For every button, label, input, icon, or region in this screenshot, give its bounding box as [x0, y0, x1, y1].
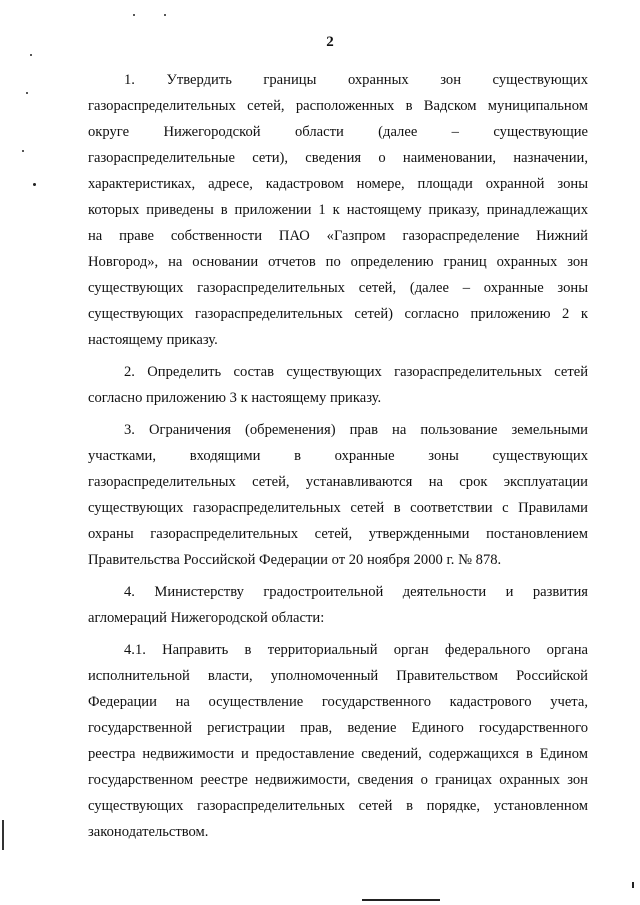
scan-speck — [133, 14, 135, 16]
text-line: исполнительной власти, уполномоченный Правительством Российской — [88, 668, 588, 684]
text-line: законодательством. — [88, 824, 209, 840]
text-line: реестра недвижимости и предоставление сведений, содержащихся в Едином — [88, 746, 588, 762]
text-line: государственном реестре недвижимости, сведения о границах охранных зон — [88, 772, 588, 788]
text-line: 4.1. Направить в территориальный орган федерального органа — [124, 642, 588, 658]
text-line: округе Нижегородской области (далее – существующие — [88, 124, 588, 140]
scan-speck — [33, 183, 36, 186]
text-line: на праве собственности ПАО «Газпром газораспределение Нижний — [88, 228, 588, 244]
text-line: охраны газораспределительных сетей, утвержденными постановлением — [88, 526, 588, 542]
text-line: 4. Министерству градостроительной деятельности и развития — [124, 584, 588, 600]
text-line: характеристиках, адресе, кадастровом номере, площади охранной зоны — [88, 176, 588, 192]
scan-speck — [26, 92, 28, 94]
text-line: агломераций Нижегородской области: — [88, 610, 325, 626]
text-line: 2. Определить состав существующих газораспределительных сетей — [124, 364, 588, 380]
text-line: существующих газораспределительных сетей в соответствии с Правилами — [88, 500, 588, 516]
scan-speck — [22, 150, 24, 152]
text-line: Новгород», на основании отчетов по определению границ охранных зон — [88, 254, 588, 270]
text-line: 1. Утвердить границы охранных зон существующих — [124, 72, 588, 88]
scan-speck — [632, 882, 634, 888]
text-line: Федерации на осуществление государственного кадастрового учета, — [88, 694, 588, 710]
text-line: 3. Ограничения (обременения) прав на пользование земельными — [124, 422, 588, 438]
text-line: настоящему приказу. — [88, 332, 218, 348]
text-line: которых приведены в приложении 1 к настоящему приказу, принадлежащих — [88, 202, 588, 218]
text-line: государственной регистрации прав, ведение Единого государственного — [88, 720, 588, 736]
text-line: участками, входящими в охранные зоны существующих — [88, 448, 588, 464]
text-line: газораспределительных сетей, устанавливаются на срок эксплуатации — [88, 474, 588, 490]
text-line: существующих газораспределительных сетей, (далее – охранные зоны — [88, 280, 588, 296]
text-line: Правительства Российской Федерации от 20 ноября 2000 г. № 878. — [88, 552, 502, 568]
scan-speck — [164, 14, 166, 16]
text-line: газораспределительных сетей, расположенных в Вадском муниципальном — [88, 98, 588, 114]
scan-speck — [30, 54, 32, 56]
text-line: газораспределительные сети), сведения о наименовании, назначении, — [88, 150, 588, 166]
text-line: согласно приложению 3 к настоящему приказу. — [88, 390, 382, 406]
page-number: 2 — [326, 34, 334, 50]
text-line: существующих газораспределительных сетей в порядке, установленном — [88, 798, 588, 814]
scan-edge-mark — [2, 820, 4, 850]
footer-rule — [362, 899, 440, 901]
text-line: существующих газораспределительных сетей) согласно приложению 2 к — [88, 306, 588, 322]
